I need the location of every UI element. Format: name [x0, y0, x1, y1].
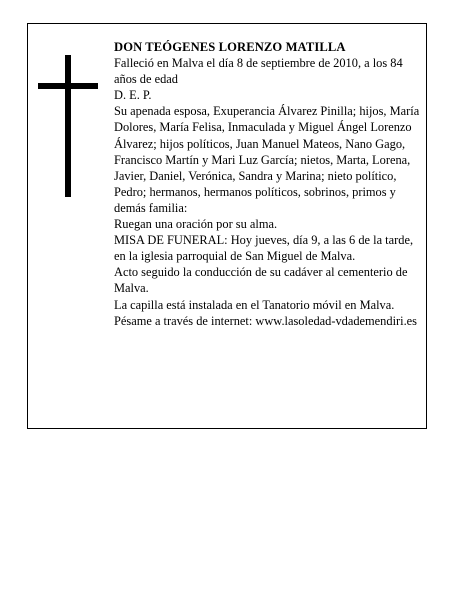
chapel-info: La capilla está instalada en el Tanatorio móvil en Malva.: [114, 297, 395, 312]
obituary-notice: [27, 23, 427, 429]
notice-text: [114, 39, 424, 329]
cross-horizontal-bar: [38, 83, 98, 89]
prayer-request: Ruegan una oración por su alma.: [114, 217, 278, 232]
rip-abbreviation: D. E. P.: [114, 88, 152, 103]
latin-cross-icon: [38, 55, 98, 197]
family-list: Su apenada esposa, Exuperancia Álvarez Pinilla; hijos, María Dolores, María Felisa, Inmaculada y Miguel Ángel Lorenzo Álvarez; hijos políticos, Juan Manuel Mateos, Nano Gago, Francisco Martín y Mari Luz García; nietos, Marta, Lorena, Javier, Daniel, Verónica, Sandra y Marina; nieto político, Pedro; hermanos, hermanos políticos, sobrinos, primos y demás familia:: [114, 104, 420, 215]
online-condolences: Pésame a través de internet: www.lasoledad-vdademendiri.es: [114, 313, 418, 328]
funeral-mass-info: MISA DE FUNERAL: Hoy jueves, día 9, a las 6 de la tarde, en la iglesia parroquial de San Miguel de Malva.: [114, 233, 414, 264]
deceased-name: DON TEÓGENES LORENZO MATILLA: [114, 40, 346, 54]
death-announcement: Falleció en Malva el día 8 de septiembre de 2010, a los 84 años de edad: [114, 56, 403, 87]
burial-info: Acto seguido la conducción de su cadáver al cementerio de Malva.: [114, 265, 408, 296]
cross-vertical-bar: [65, 55, 71, 197]
